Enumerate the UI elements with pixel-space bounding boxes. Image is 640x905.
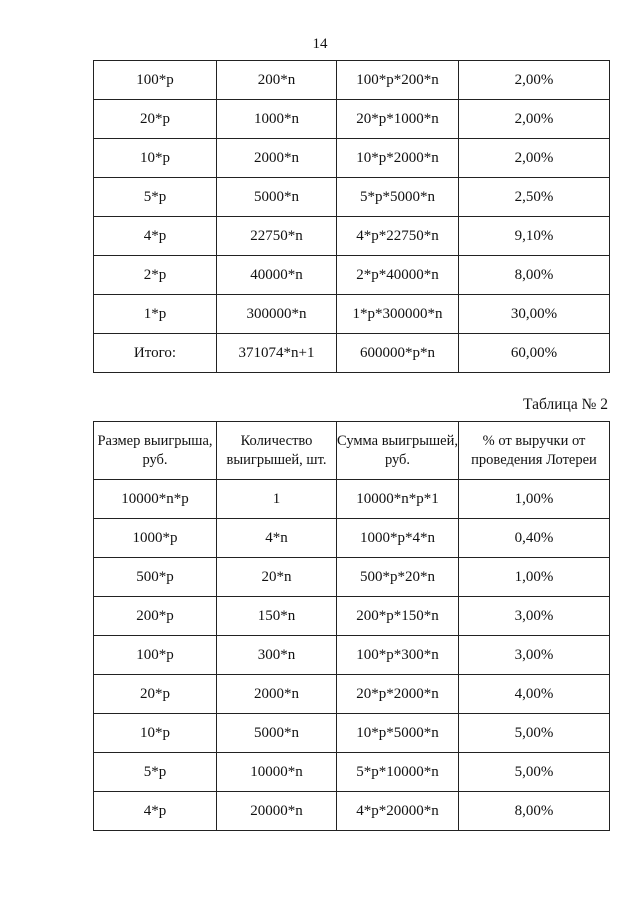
cell-prize-size: 1000*р [94, 519, 217, 558]
cell-prize-count: 20000*n [217, 792, 337, 831]
table-row [94, 636, 610, 675]
cell-revenue-percent: 2,00% [459, 139, 610, 178]
table-row [94, 61, 610, 100]
cell-prize-sum: 100*р*300*n [337, 636, 459, 675]
cell-revenue-percent: 8,00% [459, 792, 610, 831]
cell-prize-size: 10000*n*р [94, 480, 217, 519]
cell-prize-count: 1 [217, 480, 337, 519]
cell-prize-sum: 10*р*2000*n [337, 139, 459, 178]
cell-prize-count: 10000*n [217, 753, 337, 792]
prize-table-1 [93, 60, 610, 373]
cell-revenue-percent: 8,00% [459, 256, 610, 295]
cell-revenue-percent: 30,00% [459, 295, 610, 334]
cell-prize-size: 500*р [94, 558, 217, 597]
cell-prize-sum: 5*р*10000*n [337, 753, 459, 792]
cell-prize-sum: 100*р*200*n [337, 61, 459, 100]
cell-revenue-percent: 1,00% [459, 558, 610, 597]
cell-revenue-percent: 3,00% [459, 597, 610, 636]
table-row [94, 178, 610, 217]
table-row [94, 217, 610, 256]
cell-prize-sum: 20*р*1000*n [337, 100, 459, 139]
cell-prize-count: 1000*n [217, 100, 337, 139]
table-row [94, 714, 610, 753]
cell-prize-size: 200*р [94, 597, 217, 636]
table-row [94, 597, 610, 636]
cell-prize-size: 1*р [94, 295, 217, 334]
table-row [94, 256, 610, 295]
cell-revenue-percent: 2,50% [459, 178, 610, 217]
cell-revenue-percent: 5,00% [459, 753, 610, 792]
cell-prize-size: 100*р [94, 636, 217, 675]
table-row [94, 480, 610, 519]
cell-prize-count: 22750*n [217, 217, 337, 256]
cell-prize-size: 20*р [94, 100, 217, 139]
header-prize-count: Количество выигрышей, шт. [217, 422, 337, 480]
cell-prize-count: 2000*n [217, 139, 337, 178]
cell-prize-size: 4*р [94, 792, 217, 831]
cell-prize-count: 200*n [217, 61, 337, 100]
cell-revenue-percent: 4,00% [459, 675, 610, 714]
cell-prize-sum: 1*р*300000*n [337, 295, 459, 334]
cell-prize-size: 5*р [94, 753, 217, 792]
cell-revenue-percent: 1,00% [459, 480, 610, 519]
cell-revenue-percent: 2,00% [459, 61, 610, 100]
cell-revenue-percent: 5,00% [459, 714, 610, 753]
table-row [94, 334, 610, 373]
cell-prize-sum: 4*р*22750*n [337, 217, 459, 256]
table-row [94, 295, 610, 334]
cell-prize-count: 5000*n [217, 178, 337, 217]
cell-prize-size: Итого: [94, 334, 217, 373]
table-row [94, 753, 610, 792]
cell-prize-size: 10*р [94, 714, 217, 753]
cell-prize-sum: 1000*р*4*n [337, 519, 459, 558]
table-row [94, 100, 610, 139]
cell-prize-sum: 5*р*5000*n [337, 178, 459, 217]
cell-prize-count: 5000*n [217, 714, 337, 753]
page-number: 14 [312, 36, 328, 52]
cell-prize-count: 40000*n [217, 256, 337, 295]
cell-prize-count: 300000*n [217, 295, 337, 334]
table-row [94, 139, 610, 178]
cell-prize-sum: 200*р*150*n [337, 597, 459, 636]
cell-revenue-percent: 60,00% [459, 334, 610, 373]
cell-prize-size: 5*р [94, 178, 217, 217]
cell-prize-size: 100*р [94, 61, 217, 100]
cell-prize-size: 4*р [94, 217, 217, 256]
cell-prize-sum: 20*р*2000*n [337, 675, 459, 714]
prize-table-2 [93, 421, 610, 831]
cell-prize-count: 4*n [217, 519, 337, 558]
header-prize-sum: Сумма выигрышей, руб. [337, 422, 459, 480]
cell-prize-sum: 10*р*5000*n [337, 714, 459, 753]
cell-prize-sum: 500*р*20*n [337, 558, 459, 597]
cell-prize-size: 20*р [94, 675, 217, 714]
table-row [94, 558, 610, 597]
table-header-row [94, 422, 610, 480]
cell-prize-count: 150*n [217, 597, 337, 636]
cell-revenue-percent: 3,00% [459, 636, 610, 675]
prize-table-2-body [94, 480, 610, 831]
header-prize-size: Размер выигрыша, руб. [94, 422, 217, 480]
cell-prize-sum: 4*р*20000*n [337, 792, 459, 831]
table-row [94, 792, 610, 831]
table-2-caption: Таблица № 2 [523, 396, 608, 413]
table-row [94, 675, 610, 714]
cell-prize-size: 2*р [94, 256, 217, 295]
cell-revenue-percent: 0,40% [459, 519, 610, 558]
cell-prize-count: 20*n [217, 558, 337, 597]
cell-prize-sum: 2*р*40000*n [337, 256, 459, 295]
prize-table-1-body [94, 61, 610, 373]
cell-prize-sum: 10000*n*р*1 [337, 480, 459, 519]
header-revenue-percent: % от выручки от проведения Лотереи [459, 422, 610, 480]
cell-prize-count: 300*n [217, 636, 337, 675]
cell-revenue-percent: 9,10% [459, 217, 610, 256]
cell-prize-size: 10*р [94, 139, 217, 178]
cell-prize-count: 371074*n+1 [217, 334, 337, 373]
cell-revenue-percent: 2,00% [459, 100, 610, 139]
table-row [94, 519, 610, 558]
cell-prize-count: 2000*n [217, 675, 337, 714]
cell-prize-sum: 600000*р*n [337, 334, 459, 373]
